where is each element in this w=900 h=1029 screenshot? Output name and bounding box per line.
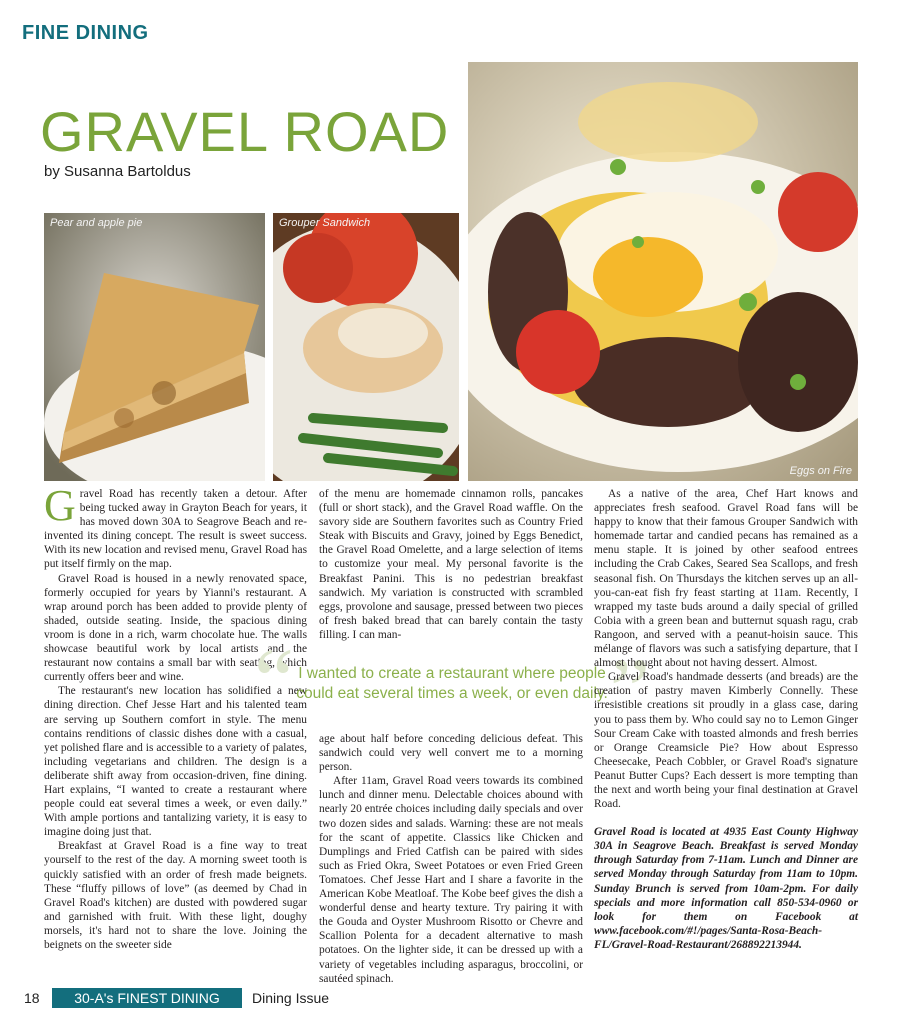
article-column-3 — [594, 487, 858, 952]
paragraph: Gravel Road's handmade desserts (and breads) are the creation of pastry maven Kimberly Connelly. These irresistible creations sit proudly in a glass case, daring you to pass them by. Who could say no to Lemon Ginger Sour Cream Cake with toasted almonds and fresh berries or Orange Creamsicle Pie? How about Espresso Cheesecake, Peach Cobbler, or Gravel Road's signature Peanut Butter Cups? Each dessert is more tempting than the next and worth being your final destination at Gravel Road. — [594, 671, 858, 811]
byline: by Susanna Bartoldus — [44, 163, 191, 180]
pie-photo — [44, 213, 265, 481]
paragraph: After 11am, Gravel Road veers towards its combined lunch and dinner menu. Delectable choices abound with nearly 20 entrée choices including daily specials and over two dozen sides and salads. Warning: these are not meals for the scant of appetite. Classics like Chicken and Dumplings and Fried Catfish can be paired with sides such as Fried Okra, Sweet Potatoes or even Fried Green Tomatoes. Chef Jesse Hart and I share a favorite in the American Kobe Meatloaf. The Kobe beef gives the dish a wonderful dense and hearty texture. Try pairing it with the Gouda and Oyster Mushroom Risotto or Chevre and Scallion Polenta for a decadent alternative to mash potatoes. On the lighter side, it can be dressed up with a variety of vegetables including asparagus, broccolini, or sautéed spinach. — [319, 775, 583, 985]
grouper-photo — [273, 213, 459, 481]
page-number: 18 — [24, 990, 40, 1006]
article-title: GRAVEL ROAD — [40, 100, 450, 163]
article-column-2-top — [319, 487, 583, 642]
pull-quote — [254, 631, 650, 740]
publication-name: 30-A's FINEST DINING — [52, 988, 242, 1008]
pie-caption: Pear and apple pie — [50, 217, 143, 229]
paragraph: As a native of the area, Chef Hart knows and appreciates fresh seafood. Gravel Road fans will be happy to know that their famous Grouper Sandwich with homemade tartar and candied pecans has remained as a menu staple. It is joined by other seafood entrees including the Crab Cakes, Seared Sea Scallops, and fresh seasonal fish. On Thursdays the kitchen serves up an all-you-can-eat fish fry feast starting at 11am. Recently, I wrapped my taste buds around a daily special of grilled Cobia with a green bean and butternut squash ragu, crab Rangoon, and served with a peanut-hoisin sauce. This mélange of flavors was such a satisfying departure, that I almost thought about not having dessert. Almost. — [594, 488, 858, 670]
issue-name: Dining Issue — [252, 990, 330, 1006]
restaurant-info: Gravel Road is located at 4935 East County Highway 30A in Seagrove Beach. Breakfast is served Monday through Saturday from 7-11am. Lunch and Dinner are served Monday through Saturday from 11am to 10pm. Sunday Brunch is served from 10am-2pm. For daily specials and more information call 850-534-0960 or look for them on Facebook at www.facebook.com/#!/pages/Santa-Rosa-Beach-FL/Gravel-Road-Restaurant/268892213944. — [594, 826, 858, 951]
paragraph: age about half before conceding delicious defeat. This sandwich could very well convert me to a morning person. — [319, 733, 583, 774]
paragraph: Breakfast at Gravel Road is a fine way to treat yourself to the rest of the day. A morning sweet tooth is quickly satisfied with an order of fresh made beignets. These “fluffy pillows of love” (as deemed by Chad in Gravel Road's kitchen) are dusted with powdered sugar and garnished with fruit. With these light, doughy morsels, it's hard not to share the love. Joining the beignets on the sweeter side — [44, 840, 307, 951]
close-quote-mark: ” — [610, 641, 650, 740]
open-quote-mark: “ — [254, 631, 294, 730]
paragraph: The restaurant's new location has solidified a new dining direction. Chef Jesse Hart and his talented team are serving up Southern comfort in style. The menu contains renditions of classic dishes done with a casual, yet polished flare and is accessible to a variety of palates, including vegetarians and children. The design is a deliberate shift away from occasion-driven, fine dining. Hart explains, “I wanted to create a restaurant where people could eat several times a week, or even daily.” With ample portions and tantalizing variety, it is easy to imagine doing just that. — [44, 685, 307, 839]
paragraph: of the menu are homemade cinnamon rolls, pancakes (full or short stack), and the Gravel Road waffle. On the savory side are Southern favorites such as Country Fried Steak with Biscuits and Gravy, joined by Eggs Benedict, the Gravel Road Omelette, and a large selection of items to customize your meal. My personal favorite is the Breakfast Panini. This is no pedestrian breakfast sandwich. My variation is constructed with scrambled eggs, provolone and sausage, pressed between two pieces of fresh baked bread that can barely contain the tasty filling. I can man- — [319, 488, 583, 641]
drop-cap: G — [44, 481, 76, 530]
pie-image — [44, 213, 265, 481]
article-column-2-bottom — [319, 732, 583, 986]
section-label: FINE DINING — [22, 22, 149, 44]
paragraph-intro: Gravel Road has recently taken a detour. After being tucked away in Grayton Beach for years, it has moved down 30A to Seagrove Beach and re-invented its dining concept. The result is sweet success. With its new location and revised menu, Gravel Road has put itself firmly on the map. — [44, 481, 307, 571]
grouper-caption: Grouper Sandwich — [279, 217, 371, 229]
eggs-caption: Eggs on Fire — [789, 465, 852, 477]
grouper-image — [273, 213, 459, 481]
pull-quote-text: I wanted to create a restaurant where people could eat several times a week, or even daily. — [296, 665, 608, 702]
eggs-image — [468, 62, 858, 481]
eggs-photo — [468, 62, 858, 481]
paragraph: Gravel Road is housed in a newly renovated space, formerly occupied for years by Yianni's restaurant. A wrap around porch has been added to provide plenty of shaded, outside seating. Inside, the spacious dining vroom is done in a rich, warm chocolate hue. The walls showcase beautiful work by local artists and the restaurant now contains a small bar with seating, which currently offers beer and wine. — [44, 572, 307, 684]
